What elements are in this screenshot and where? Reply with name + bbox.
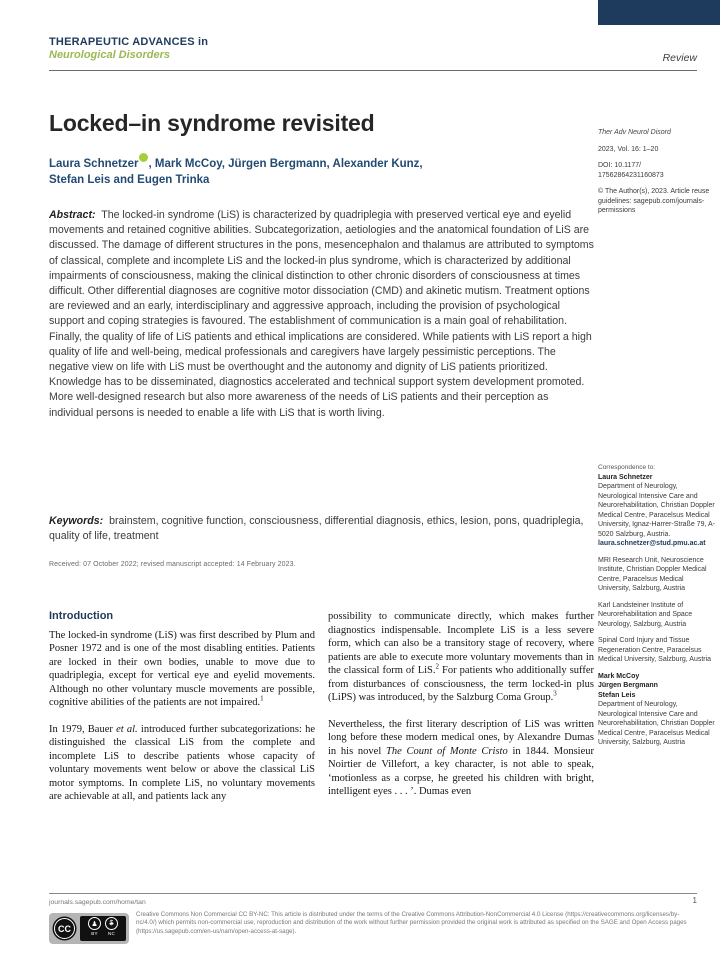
nc-dollar-icon: $ bbox=[105, 917, 118, 930]
received-dates: Received: 07 October 2022; revised manuscript accepted: 14 February 2023. bbox=[49, 561, 296, 568]
by-caption: BY bbox=[91, 931, 98, 936]
by-person-icon: ♟ bbox=[88, 917, 101, 930]
corresponding-author-name: Laura Schnetzer bbox=[598, 473, 653, 481]
paragraph-text-italic: The Count of Monte Cristo bbox=[386, 745, 508, 757]
body-paragraph bbox=[49, 629, 315, 710]
body-column-left bbox=[49, 610, 315, 817]
by-attribution bbox=[88, 917, 101, 941]
paragraph-text-italic: et al. bbox=[116, 723, 138, 735]
paragraph-text: For patients who additionally suffer from disturbances of consciousness, the term locked-in plus (LiPS) was introduced, by the Salzburg Coma Group. bbox=[328, 665, 594, 703]
doi-label: DOI: 10.1177/ bbox=[598, 162, 642, 169]
doi-number: 17562864231160873 bbox=[598, 171, 664, 179]
body-columns bbox=[49, 610, 595, 817]
paragraph-text: in 1844. Monsieur Noirtier de Villefort, a key character, is not able to speak, ‘motionless as a corpse, he greeted his children with bright, intelligent eyes . . . ’. Dumas even bbox=[328, 745, 594, 797]
correspondence-label: Correspondence to: bbox=[598, 464, 656, 471]
keywords-section bbox=[49, 514, 594, 544]
paragraph-text: possibility to communicate directly, which makes further diagnostics indispensable. Incomplete LiS is a less severe form, which can also be a transitory stage of recovery, where patients are able to execute more voluntary movements than in the classical form of LiS. bbox=[328, 611, 594, 676]
author-names-rest: , Mark McCoy, Jürgen Bergmann, Alexander Kunz, bbox=[148, 157, 423, 170]
article-type-label: Review bbox=[662, 52, 697, 64]
article-title: Locked–in syndrome revisited bbox=[49, 110, 375, 136]
doi bbox=[598, 161, 716, 180]
citation-ref[interactable]: 1 bbox=[260, 694, 264, 703]
license-statement: Creative Commons Non Commercial CC BY-NC: This article is distributed under the terms of the Creative Commons Attribution-NonCommercial 4.0 License (https://creativecommons.org/licenses/by-nc/4.0/) which permits non-commercial use, reproduction and distribution of the work without further permission provided the original work is attributed as specified on the SAGE and Open Access pages (https://us.sagepub.com/en-us/nam/open-access-at-sage). bbox=[136, 911, 687, 935]
coauthors-block bbox=[598, 672, 716, 748]
abstract-label: Abstract: bbox=[49, 209, 96, 221]
keywords-text: brainstem, cognitive function, consciousness, differential diagnosis, ethics, lesion, pons, quadriplegia, quality of life, treatment bbox=[49, 515, 584, 543]
copyright-note: © The Author(s), 2023. Article reuse guidelines: sagepub.com/journals-permissions bbox=[598, 188, 710, 214]
author-name: Laura Schnetzer bbox=[49, 157, 139, 170]
nc-noncommercial bbox=[105, 917, 118, 941]
cc-license-icons bbox=[80, 916, 126, 941]
journal-meta-sidebar bbox=[598, 128, 716, 223]
section-heading-introduction: Introduction bbox=[49, 610, 114, 622]
cc-icon: CC bbox=[54, 918, 75, 939]
journal-brand bbox=[49, 36, 208, 61]
author-list bbox=[49, 153, 569, 188]
paragraph-text: Nevertheless, the first literary description of LiS was written long before these modern medical ones, by Alexandre Dumas in his novel bbox=[328, 718, 594, 757]
author-names-line2: Stefan Leis and Eugen Trinka bbox=[49, 173, 210, 186]
body-column-right bbox=[328, 610, 594, 817]
abstract-text: The locked-in syndrome (LiS) is characterized by quadriplegia with preserved vertical eye and eyelid movements and retained cognitive abilities. Subcategorization, aetiologies and the anatomical foundation of LiS are discussed. The damage of different structures in the pons, mesencephalon and thalamus are attributed to symptoms of classical, complete and incomplete LiS and the locked-in plus syndrome, which is characterized by additional impairments of consciousness, making the clinical distinction to other chronic disorders of consciousness at times difficult. Other differential diagnoses are cognitive motor dissociation (CMD) and akinetic mutism. Treatment options are reviewed and an early, interdisciplinary and aggressive approach, including the provision of psychological support and coping strategies is favoured. The establishment of communication is a main goal of rehabilitation. Finally, the quality of life of LiS patients and ethical implications are considered. While patients with LiS report a high quality of life and well-being, medical professionals and caregivers have largely pessimistic perceptions. The negative view on life with LiS must be overthought and the autonomy and dignity of LiS patients prioritized. Knowledge has to be disseminated, diagnostics accelerated and technical support system development promoted. More well-designed research but also more awareness of the needs of LiS patients and their perception as individual persons is needed to enable a life with LiS that is worth living. bbox=[49, 209, 594, 419]
coauthors-affiliation: Department of Neurology, Neurological Intensive Care and Neurorehabilitation, Christian Doppler Medical Centre, Paracelsus Medical University, Salzburg, Austria bbox=[598, 701, 715, 746]
correspondence-block bbox=[598, 463, 716, 549]
coauthor-name: Jürgen Bergmann bbox=[598, 682, 658, 689]
coauthor-name: Stefan Leis bbox=[598, 691, 636, 699]
citation-ref[interactable]: 3 bbox=[553, 689, 557, 698]
journal-brand-line1: THERAPEUTIC ADVANCES in bbox=[49, 36, 209, 48]
body-paragraph bbox=[328, 610, 594, 705]
paragraph-text: introduced further subcategorizations: he distinguished the classical LiS from the complete and incomplete LiS to describe patients whose capacity of voluntary movements went below or above the classical LiS motor symptoms. In complete LiS, no voluntary movements are achievable at all, and patients lack any bbox=[49, 723, 315, 802]
coauthor-name: Mark McCoy bbox=[598, 672, 640, 680]
keywords-label: Keywords: bbox=[49, 515, 104, 527]
affiliation-block: MRI Research Unit, Neuroscience Institute, Christian Doppler Medical Centre, Paracelsus Medical University, Salzburg, Austria bbox=[598, 556, 707, 592]
corresponding-author-affiliation: Department of Neurology, Neurological Intensive Care and Neurorehabilitation, Christian Doppler Medical Centre, Paracelsus Medical University, Ignaz-Harrer-Straße 79, A-5020 Salzburg, Austria. bbox=[598, 483, 715, 538]
corresponding-author-email[interactable]: laura.schnetzer@stud.pmu.ac.at bbox=[598, 540, 706, 547]
page-number: 1 bbox=[692, 896, 697, 905]
footer-divider bbox=[49, 893, 697, 894]
journal-brand-line2: Neurological Disorders bbox=[49, 49, 171, 61]
volume-info: 2023, Vol. 16: 1–20 bbox=[598, 145, 659, 153]
paragraph-text: In 1979, Bauer bbox=[49, 723, 117, 735]
correspondence-sidebar bbox=[598, 463, 716, 755]
header-divider bbox=[49, 70, 697, 71]
nc-caption: NC bbox=[107, 931, 116, 936]
journal-abbrev: Ther Adv Neurol Disord bbox=[598, 129, 671, 136]
body-paragraph bbox=[328, 718, 594, 799]
paragraph-text: The locked-in syndrome (LiS) was first described by Plum and Posner 1972 and is one of the most disabling entities. Patients are locked in their own bodies, unable to move due to quadriplegia, except for vertical eye and eyelid movements. Although no other voluntary muscle movements are possible, cognitive abilities of the patients are not impaired. bbox=[49, 629, 315, 708]
abstract-section bbox=[49, 208, 594, 421]
journal-homepage-link[interactable]: journals.sagepub.com/home/tan bbox=[49, 899, 146, 906]
affiliation-block: Karl Landsteiner Institute of Neurorehabilitation and Space Neurology, Salzburg, Austria bbox=[598, 601, 693, 628]
corner-accent-bar bbox=[598, 0, 720, 25]
citation-ref[interactable]: 2 bbox=[435, 662, 440, 671]
body-paragraph bbox=[49, 723, 315, 804]
affiliation-block: Spinal Cord Injury and Tissue Regeneration Centre, Paracelsus Medical University, Salzburg, Austria bbox=[598, 637, 712, 663]
cc-by-nc-badge bbox=[49, 913, 129, 944]
